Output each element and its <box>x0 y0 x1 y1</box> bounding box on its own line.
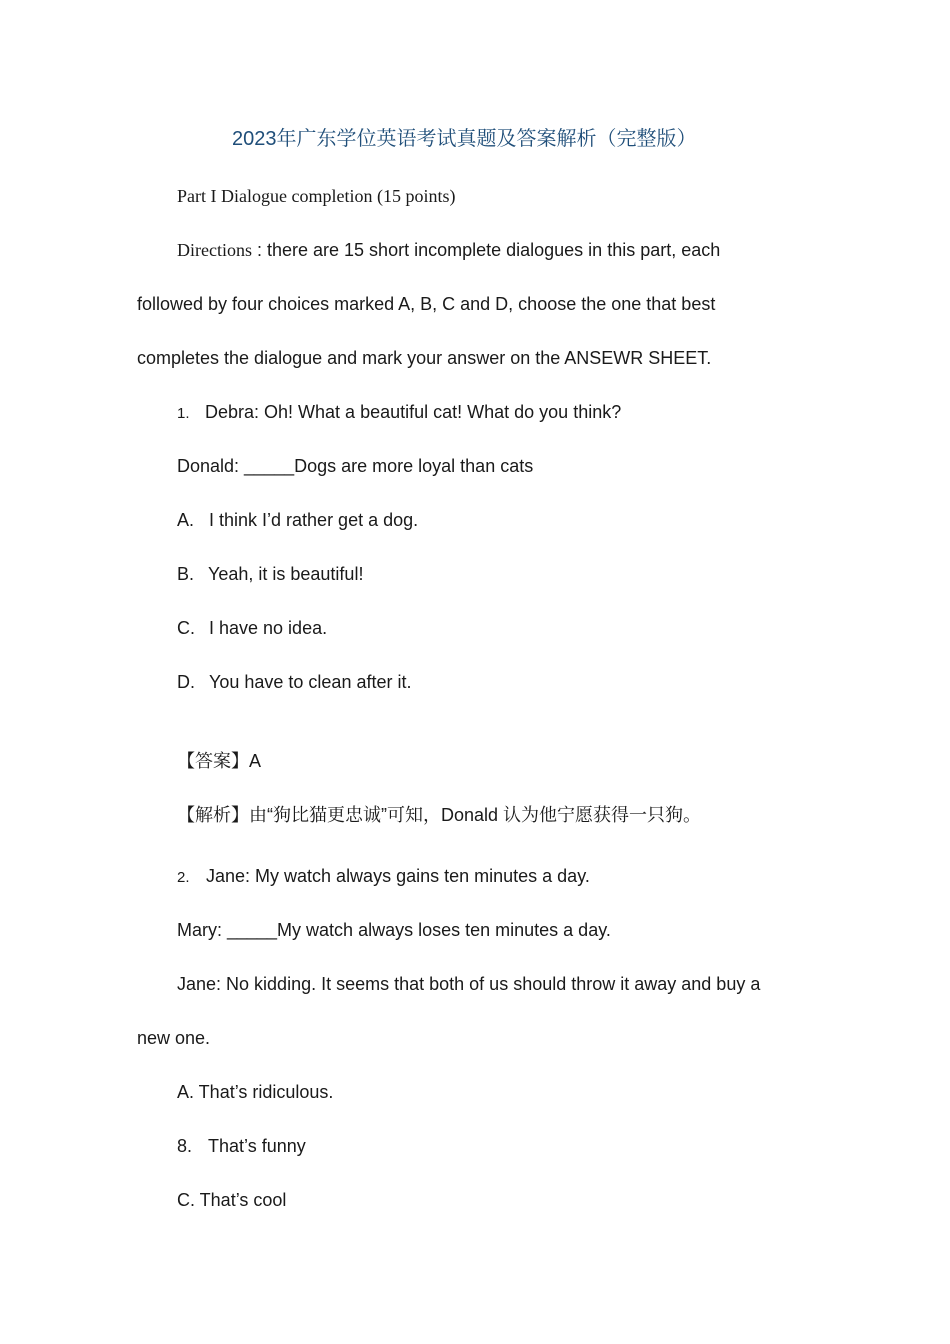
question-1-option-d <box>177 670 411 694</box>
directions-line-2: followed by four choices marked A, B, C and D, choose the one that best <box>137 294 716 314</box>
directions-label: Directions <box>177 240 252 260</box>
question-2-followup-line-1: Jane: No kidding. It seems that both of us should throw it away and buy a <box>177 974 761 994</box>
question-1-option-c <box>177 616 327 640</box>
question-1-prompt-line <box>177 400 621 426</box>
question-2-option-c: C. That’s cool <box>177 1190 287 1210</box>
question-1-analysis: 【解析】由“狗比猫更忠诚”可知，Donald 认为他宁愿获得一只狗。 <box>177 805 702 825</box>
question-1-number: 1. <box>177 405 190 422</box>
question-2-prompt: Jane: My watch always gains ten minutes a day. <box>206 866 590 886</box>
directions-text: : there are 15 short incomplete dialogues in this part, each <box>251 240 721 260</box>
question-1-option-a <box>177 508 418 532</box>
option-text: You have to clean after it. <box>209 672 412 692</box>
question-1-option-b <box>177 562 363 586</box>
question-2-option-b <box>177 1134 306 1158</box>
option-text: Yeah, it is beautiful! <box>208 564 364 584</box>
question-2-response: Mary: _____My watch always loses ten minutes a day. <box>177 920 611 940</box>
option-letter: D. <box>177 672 195 692</box>
directions-line-3: completes the dialogue and mark your answer on the ANSEWR SHEET. <box>137 348 712 368</box>
question-2-followup-line-2: new one. <box>137 1028 211 1048</box>
option-letter: B. <box>177 564 195 584</box>
question-2-option-a: A. That’s ridiculous. <box>177 1082 334 1102</box>
option-letter: C. <box>177 618 195 638</box>
question-1-prompt: Debra: Oh! What a beautiful cat! What do you think? <box>205 402 622 422</box>
part-heading: Part I Dialogue completion (15 points) <box>177 186 456 206</box>
question-2-number: 2. <box>177 869 190 886</box>
option-letter: 8. <box>177 1136 193 1156</box>
option-letter: A. <box>177 510 195 530</box>
option-text: I think I’d rather get a dog. <box>209 510 419 530</box>
document-title: 2023年广东学位英语考试真题及答案解析（完整版） <box>232 128 697 150</box>
question-1-response: Donald: _____Dogs are more loyal than cats <box>177 456 534 476</box>
question-1-answer: 【答案】A <box>177 751 262 771</box>
question-2-prompt-line <box>177 864 590 890</box>
directions-line-1 <box>177 238 720 262</box>
option-text: I have no idea. <box>209 618 328 638</box>
option-text: That’s funny <box>208 1136 306 1156</box>
